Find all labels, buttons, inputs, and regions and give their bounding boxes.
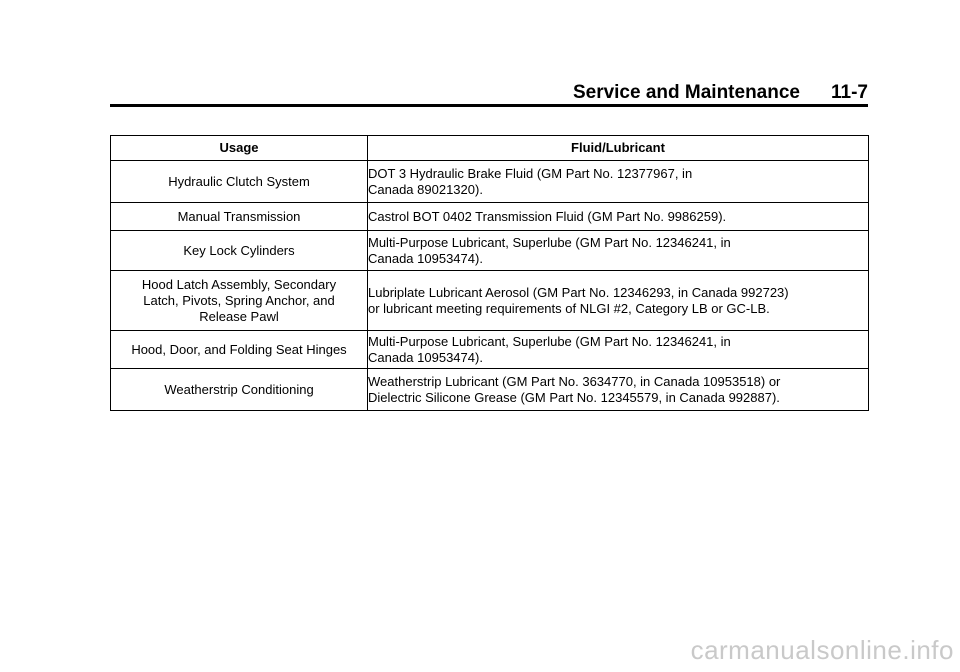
- fluids-lubricants-table: [110, 135, 869, 411]
- usage-cell: [111, 271, 368, 331]
- table-row: [111, 161, 869, 203]
- fluid-cell: [368, 369, 869, 411]
- watermark: carmanualsonline.info: [690, 635, 954, 665]
- section-title: Service and Maintenance: [572, 82, 800, 103]
- usage-cell: Key Lock Cylinders: [111, 231, 368, 271]
- table-row: [111, 369, 869, 411]
- table-row: [111, 203, 869, 231]
- fluid-line: or lubricant meeting requirements of NLGI #2, Category LB or GC-LB.: [368, 300, 770, 316]
- fluid-line: Dielectric Silicone Grease (GM Part No. 12345579, in Canada 992887).: [368, 389, 780, 405]
- fluid-line: Canada 89021320).: [368, 181, 483, 197]
- column-header-usage: Usage: [111, 136, 368, 161]
- usage-line: Hood Latch Assembly, Secondary: [141, 276, 337, 292]
- table-row: [111, 271, 869, 331]
- usage-cell: Manual Transmission: [111, 203, 368, 231]
- fluid-line: Canada 10953474).: [368, 250, 483, 266]
- table-row: [111, 231, 869, 271]
- usage-line: Latch, Pivots, Spring Anchor, and: [143, 292, 335, 308]
- fluid-cell: [368, 231, 869, 271]
- fluid-cell: [368, 271, 869, 331]
- usage-line: Release Pawl: [199, 308, 279, 324]
- table-header-row: [111, 136, 869, 161]
- usage-cell: Hood, Door, and Folding Seat Hinges: [111, 331, 368, 369]
- fluid-line: Canada 10953474).: [368, 349, 483, 365]
- fluid-line: DOT 3 Hydraulic Brake Fluid (GM Part No. 12377967, in: [368, 165, 693, 181]
- usage-cell: Hydraulic Clutch System: [111, 161, 368, 203]
- fluid-cell: [368, 203, 869, 231]
- column-header-fluid-lubricant: Fluid/Lubricant: [368, 136, 869, 161]
- table-row: [111, 331, 869, 369]
- usage-cell: Weatherstrip Conditioning: [111, 369, 368, 411]
- fluid-line: Multi-Purpose Lubricant, Superlube (GM Part No. 12346241, in: [368, 234, 731, 250]
- fluid-line: Lubriplate Lubricant Aerosol (GM Part No. 12346293, in Canada 992723): [368, 284, 789, 300]
- fluid-cell: [368, 161, 869, 203]
- page-header: [110, 82, 868, 104]
- page-number: 11-7: [831, 82, 868, 103]
- header-divider: [110, 104, 868, 107]
- fluid-line: Multi-Purpose Lubricant, Superlube (GM Part No. 12346241, in: [368, 333, 731, 349]
- fluid-line: Castrol BOT 0402 Transmission Fluid (GM Part No. 9986259).: [368, 208, 727, 224]
- fluid-line: Weatherstrip Lubricant (GM Part No. 3634770, in Canada 10953518) or: [368, 373, 781, 389]
- fluid-cell: [368, 331, 869, 369]
